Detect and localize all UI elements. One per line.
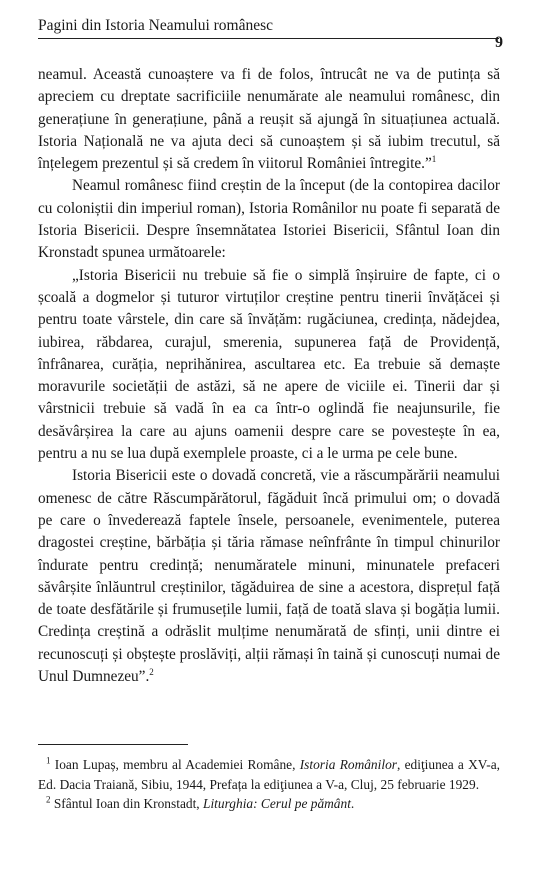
footnotes bbox=[38, 755, 500, 814]
footnote-2-mark: 2 bbox=[46, 794, 51, 805]
paragraph-4-text: Istoria Bisericii este o dovadă concretă, vie a răscumpărării neamului omenesc de către Răscumpărătorul, făgăduit încă primului om; o dovadă pe care o învederează faptele însele, persoanele, evenimentele, puterea dragostei creștine, bărbăția și tăria rămase neînfrânte în timpul chinurilor îndurate pentru credință; nenumăratele minuni, minunatele prefaceri săvârșite înlăuntrul creștinilor, tăgăduirea de sine a acestora, disprețul față de toate desfătările și frumusețile lumii, față de toată slava și bogăția lumii. Credința creștină a odrăslit mulțime nenumărată de sfinți, unii dintre ei recunoscuți și obștește proslăviți, alții rămași în taină și cunoscuți numai de Unul Dumnezeu”. bbox=[38, 467, 500, 686]
footnote-1-text: Ioan Lupaș, membru al Academiei Române, bbox=[54, 757, 300, 772]
paragraph-4 bbox=[38, 465, 500, 688]
quote-paragraph: „Istoria Bisericii nu trebuie să fie o simplă înșiruire de fapte, ci o școală a dogmelor și tuturor virtuților creștine pentru tinerii învățăcei și pentru toate vârstele, din care să învățăm: rugăciunea, credința, nădejdea, iubirea, răbdarea, curajul, smerenia, supunerea față de Providență, înfrânarea, curăția, neprihănirea, ascultarea etc. Ea trebuie să demaște moravurile societății de astăzi, să ne apere de viciile ei. Tinerii dar și vârstnicii trebuie să vadă în ea ca într-o oglindă fie neajunsurile, fie desăvârșirea la care au ajuns oamenii despre care se povestește în ea, pentru a nu se lua după exemplele proaste, ci a le urma pe cele bune. bbox=[38, 266, 500, 463]
footnote-1-details: , ediţiunea a XV-a, Ed. Dacia Traiană, Sibiu, 1944, Prefața la ediţiunea a V-a, Cluj, 25 februarie 1929. bbox=[38, 757, 500, 792]
footnote-2-text: Sfântul Ioan din Kronstadt, bbox=[53, 796, 203, 811]
footnote-1-mark: 1 bbox=[46, 755, 51, 766]
paragraph-1-text: neamul. Această cunoaștere va fi de folos, întrucât ne va de putința să apreciem cu dreptate sacrificiile nenumărate ale neamului românesc, din generațiune în generațiune, până a reușit să ajungă în situațiunea actuală. Istoria Națională ne va ajuta deci să cunoaștem și să iubim trecutul, să înțelegem prezentul și să credem în viitorul României întregite.” bbox=[38, 66, 500, 173]
page-number: 9 bbox=[495, 34, 503, 51]
paragraph-1 bbox=[38, 64, 500, 175]
footnote-ref-2: 2 bbox=[149, 666, 154, 677]
paragraph-2: Neamul românesc fiind creștin de la început (de la contopirea dacilor cu coloniștii din imperiul roman), Istoria Românilor nu poate fi separată de Istoria Bisericii. Despre însemnătatea Istoriei Bisericii, Sfântul Ioan din Kronstadt spunea următoarele: bbox=[38, 177, 500, 262]
footnote-ref-1: 1 bbox=[431, 154, 437, 165]
main-text bbox=[38, 64, 500, 688]
footnote-1-title: Istoria Românilor bbox=[299, 757, 397, 772]
running-header bbox=[38, 16, 503, 51]
footnote-separator bbox=[38, 744, 188, 745]
footnote-2-title: Liturghia: Cerul pe pământ bbox=[203, 796, 351, 811]
footnote-2 bbox=[38, 794, 500, 814]
footnote-1 bbox=[38, 755, 500, 794]
running-title: Pagini din Istoria Neamului românesc bbox=[38, 17, 274, 34]
footnote-2-end: . bbox=[350, 796, 355, 811]
